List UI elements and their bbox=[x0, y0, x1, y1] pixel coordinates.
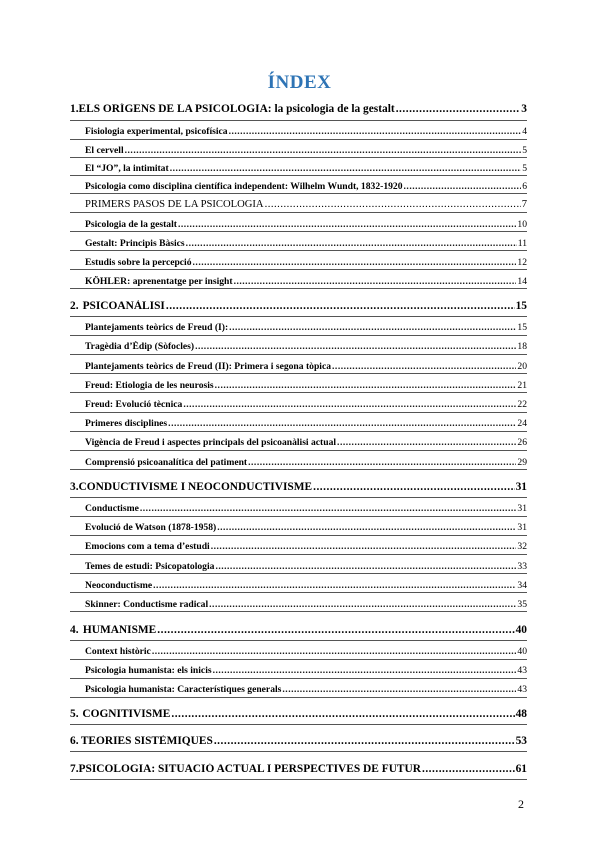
item-title: Skinner: Conductisme radical bbox=[85, 599, 209, 610]
dot-leader bbox=[195, 341, 516, 352]
item-page: 21 bbox=[517, 380, 527, 391]
toc-section-2[interactable] bbox=[70, 300, 527, 312]
dot-leader bbox=[168, 418, 516, 429]
toc-item[interactable] bbox=[85, 457, 527, 468]
toc-item[interactable] bbox=[85, 126, 527, 137]
section-number: 4. bbox=[70, 624, 79, 636]
divider bbox=[70, 678, 527, 679]
dot-leader bbox=[217, 522, 516, 533]
item-page: 4 bbox=[522, 126, 527, 137]
page-number: 2 bbox=[518, 797, 524, 811]
dot-leader bbox=[215, 561, 516, 572]
item-page: 6 bbox=[522, 181, 527, 192]
toc-item[interactable] bbox=[85, 541, 527, 552]
section-page: 53 bbox=[515, 735, 527, 747]
item-title: Psicologia de la gestalt bbox=[85, 219, 177, 230]
item-title: El “JO”, la intimitat bbox=[85, 163, 169, 174]
section-title: PSICOLOGIA: SITUACIÓ ACTUAL I PERSPECTIVES DE FUTUR bbox=[78, 763, 421, 775]
item-title: El cervell bbox=[85, 145, 124, 156]
dot-leader bbox=[337, 437, 516, 448]
dot-leader bbox=[229, 322, 516, 333]
item-title: KÖHLER: aprenentatge per insight bbox=[85, 276, 233, 287]
section-title: ELS ORÍGENS DE LA PSICOLOGIA: la psicologia de la gestalt bbox=[78, 103, 395, 115]
divider bbox=[70, 354, 527, 355]
item-title: Neoconductisme bbox=[85, 580, 153, 591]
toc-item[interactable] bbox=[85, 522, 527, 533]
toc-item[interactable] bbox=[85, 646, 527, 657]
toc-section-5[interactable] bbox=[70, 708, 527, 720]
toc-section-6[interactable] bbox=[70, 735, 527, 747]
toc-item[interactable] bbox=[85, 561, 527, 572]
item-title: Psicologia humanista: els inicis bbox=[85, 665, 212, 676]
section-page: 61 bbox=[515, 763, 527, 775]
item-title: Conductisme bbox=[85, 503, 139, 514]
divider bbox=[70, 751, 527, 752]
divider bbox=[70, 269, 527, 270]
item-title: Fisiologia experimental, psicofísica bbox=[85, 126, 228, 137]
toc-item[interactable] bbox=[85, 437, 527, 448]
toc-item[interactable] bbox=[85, 257, 527, 268]
toc-item[interactable] bbox=[85, 361, 527, 372]
item-page: 43 bbox=[517, 684, 527, 695]
section-page: 48 bbox=[515, 708, 527, 720]
section-number: 1. bbox=[70, 103, 79, 115]
item-page: 20 bbox=[517, 361, 527, 372]
toc-section-7[interactable] bbox=[70, 763, 527, 775]
dot-leader bbox=[166, 300, 515, 312]
item-page: 11 bbox=[517, 238, 527, 249]
dot-leader bbox=[396, 103, 521, 115]
item-title: Temes de estudi: Psicopatologia bbox=[85, 561, 215, 572]
item-page: 7 bbox=[521, 199, 527, 210]
item-page: 35 bbox=[517, 599, 527, 610]
dot-leader bbox=[170, 163, 522, 174]
divider bbox=[70, 412, 527, 413]
section-number: 7. bbox=[70, 763, 79, 775]
divider bbox=[70, 592, 527, 593]
item-title: Estudis sobre la percepció bbox=[85, 257, 192, 268]
divider bbox=[70, 392, 527, 393]
dot-leader bbox=[152, 646, 517, 657]
divider bbox=[70, 724, 527, 725]
divider bbox=[70, 469, 527, 470]
item-title: Gestalt: Principis Bàsics bbox=[85, 238, 185, 249]
divider bbox=[70, 288, 527, 289]
toc-item[interactable] bbox=[85, 219, 527, 230]
divider bbox=[70, 193, 527, 194]
item-title: Psicologia como disciplina científica independent: Wilhelm Wundt, 1832-1920 bbox=[85, 181, 403, 192]
item-page: 43 bbox=[517, 665, 527, 676]
section-title: HUMANISME bbox=[82, 624, 157, 636]
section-title: CONDUCTIVISME I NEOCONDUCTIVISME bbox=[78, 481, 313, 493]
toc-item[interactable] bbox=[85, 163, 527, 174]
dot-leader bbox=[234, 276, 517, 287]
toc-item[interactable] bbox=[85, 418, 527, 429]
index-title: ÍNDEX bbox=[267, 72, 332, 93]
section-page: 40 bbox=[515, 624, 527, 636]
dot-leader bbox=[125, 145, 522, 156]
divider bbox=[70, 573, 527, 574]
item-page: 32 bbox=[517, 541, 527, 552]
item-page: 31 bbox=[517, 522, 527, 533]
item-page: 33 bbox=[517, 561, 527, 572]
divider bbox=[70, 373, 527, 374]
dot-leader bbox=[209, 599, 516, 610]
item-page: 5 bbox=[522, 145, 527, 156]
item-title: Emocions com a tema d’estudi bbox=[85, 541, 210, 552]
item-title: Context històric bbox=[85, 646, 151, 657]
dot-leader bbox=[157, 624, 514, 636]
item-page: 29 bbox=[517, 457, 527, 468]
dot-leader bbox=[332, 361, 516, 372]
dot-leader bbox=[211, 541, 517, 552]
dot-leader bbox=[215, 380, 517, 391]
item-page: 5 bbox=[522, 163, 527, 174]
item-title: Freud: Etiologia de les neurosis bbox=[85, 380, 214, 391]
divider bbox=[70, 640, 527, 641]
item-page: 14 bbox=[517, 276, 527, 287]
divider bbox=[70, 175, 527, 176]
toc-item[interactable] bbox=[85, 399, 527, 410]
item-title: Vigència de Freud i aspectes principals del psicoanàlisi actual bbox=[85, 437, 337, 448]
divider bbox=[70, 611, 527, 612]
dot-leader bbox=[404, 181, 522, 192]
section-page: 3 bbox=[521, 103, 527, 115]
item-page: 22 bbox=[517, 399, 527, 410]
item-title: Primeres disciplines bbox=[85, 418, 168, 429]
dot-leader bbox=[422, 763, 515, 775]
toc-item[interactable] bbox=[85, 599, 527, 610]
divider bbox=[70, 316, 527, 317]
section-title: TEORIES SISTÈMIQUES bbox=[80, 735, 213, 747]
dot-leader bbox=[193, 257, 517, 268]
item-page: 34 bbox=[517, 580, 527, 591]
section-title: PSICOANÀLISI bbox=[82, 300, 165, 312]
divider bbox=[70, 250, 527, 251]
divider bbox=[70, 157, 527, 158]
item-title: Freud: Evolució tècnica bbox=[85, 399, 183, 410]
toc-item[interactable] bbox=[85, 580, 527, 591]
dot-leader bbox=[153, 580, 516, 591]
dot-leader bbox=[171, 708, 514, 720]
divider bbox=[70, 497, 527, 498]
toc-section-1[interactable] bbox=[70, 103, 527, 115]
section-title: COGNITIVISME bbox=[82, 708, 171, 720]
divider bbox=[70, 212, 527, 213]
item-page: 18 bbox=[517, 341, 527, 352]
dot-leader bbox=[140, 503, 517, 514]
divider bbox=[70, 779, 527, 780]
toc-item[interactable] bbox=[85, 322, 527, 333]
item-page: 12 bbox=[517, 257, 527, 268]
section-page: 31 bbox=[515, 481, 527, 493]
toc-item[interactable] bbox=[85, 665, 527, 676]
item-page: 10 bbox=[517, 219, 527, 230]
section-number: 3. bbox=[70, 481, 79, 493]
dot-leader bbox=[265, 199, 521, 210]
toc-item[interactable] bbox=[85, 145, 527, 156]
dot-leader bbox=[183, 399, 516, 410]
section-number: 5. bbox=[70, 708, 79, 720]
toc-item[interactable] bbox=[85, 684, 527, 695]
section-number: 2. bbox=[70, 300, 79, 312]
divider bbox=[70, 139, 527, 140]
item-title: PRIMERS PASOS DE LA PSICOLOGIA bbox=[85, 199, 264, 210]
item-title: Plantejaments teòrics de Freud (I): bbox=[85, 322, 229, 333]
toc-item[interactable] bbox=[85, 199, 527, 210]
dot-leader bbox=[282, 684, 516, 695]
toc-item[interactable] bbox=[85, 181, 527, 192]
divider bbox=[70, 697, 527, 698]
dot-leader bbox=[186, 238, 517, 249]
toc-item[interactable] bbox=[85, 380, 527, 391]
dot-leader bbox=[229, 126, 522, 137]
item-page: 31 bbox=[517, 503, 527, 514]
divider bbox=[70, 516, 527, 517]
toc-section-4[interactable] bbox=[70, 624, 527, 636]
item-page: 40 bbox=[517, 646, 527, 657]
toc-item[interactable] bbox=[85, 341, 527, 352]
item-title: Psicologia humanista: Característiques generals bbox=[85, 684, 282, 695]
divider bbox=[70, 431, 527, 432]
item-title: Plantejaments teòrics de Freud (II): Primera i segona tòpica bbox=[85, 361, 332, 372]
divider bbox=[70, 335, 527, 336]
item-page: 24 bbox=[517, 418, 527, 429]
divider bbox=[70, 535, 527, 536]
divider bbox=[70, 659, 527, 660]
dot-leader bbox=[178, 219, 516, 230]
section-page: 15 bbox=[515, 300, 527, 312]
dot-leader bbox=[313, 481, 515, 493]
item-page: 15 bbox=[517, 322, 527, 333]
divider bbox=[70, 554, 527, 555]
toc-section-3[interactable] bbox=[70, 481, 527, 493]
dot-leader bbox=[248, 457, 516, 468]
item-title: Evolució de Watson (1878-1958) bbox=[85, 522, 217, 533]
section-number: 6. bbox=[70, 735, 79, 747]
toc-item[interactable] bbox=[85, 238, 527, 249]
divider bbox=[70, 231, 527, 232]
toc-item[interactable] bbox=[85, 276, 527, 287]
toc-item[interactable] bbox=[85, 503, 527, 514]
item-title: Tragèdia d’Èdip (Sòfocles) bbox=[85, 341, 195, 352]
divider bbox=[70, 120, 527, 121]
divider bbox=[70, 450, 527, 451]
item-page: 26 bbox=[517, 437, 527, 448]
dot-leader bbox=[214, 735, 515, 747]
dot-leader bbox=[213, 665, 517, 676]
item-title: Comprensió psicoanalítica del patiment bbox=[85, 457, 248, 468]
